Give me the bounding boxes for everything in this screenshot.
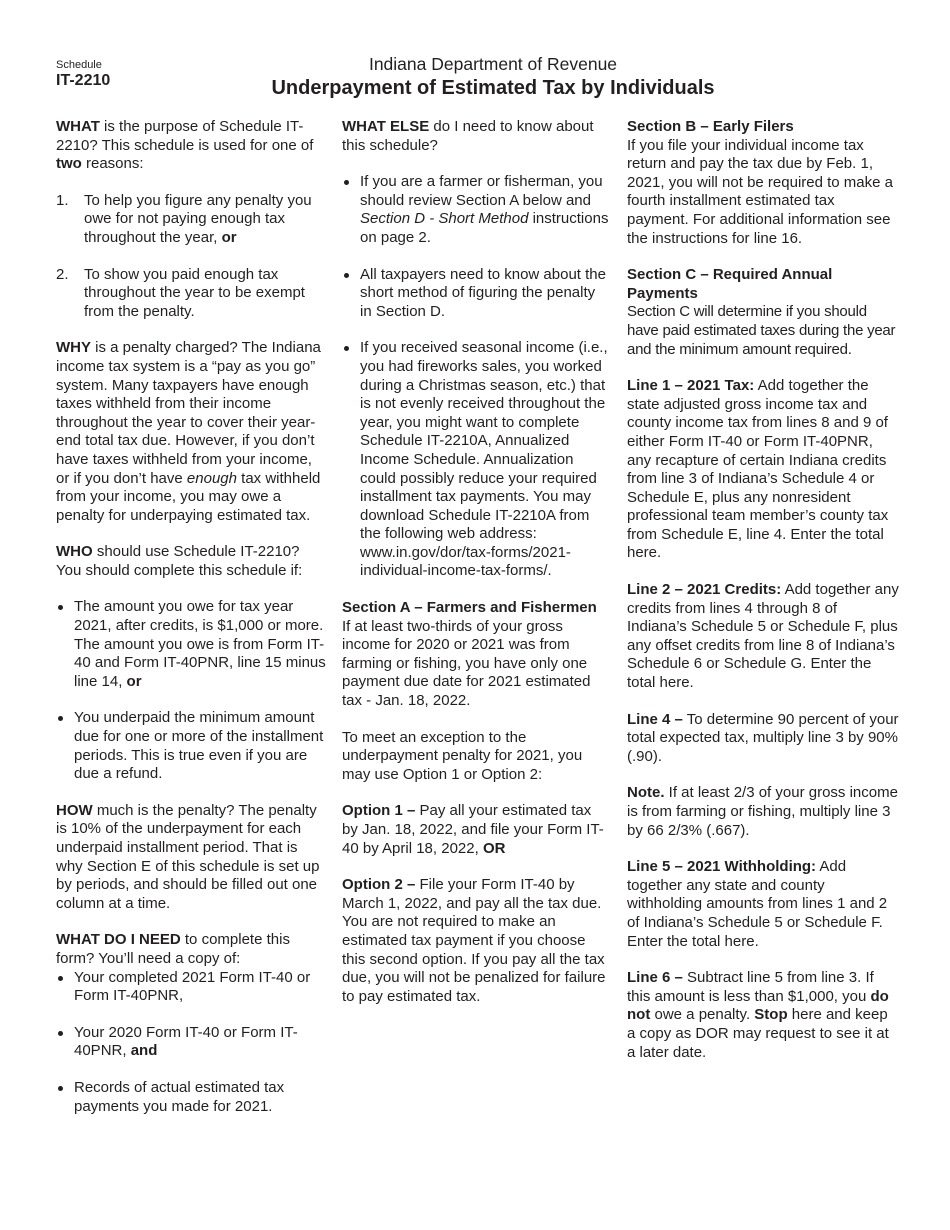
who-text: should use Schedule IT-2210? You should complete this schedule if: (56, 543, 303, 579)
exception-paragraph: To meet an exception to the underpayment penalty for 2021, you may use Option 1 or Option 2: (342, 728, 583, 783)
line-6-text-mid: owe a penalty. (650, 1006, 755, 1024)
how-paragraph (56, 802, 326, 914)
line-6-text: Subtract line 5 from line 3. If this amount is less than $1,000, you (627, 969, 874, 1005)
line-5 (627, 858, 899, 951)
list-number: 1. (56, 191, 69, 209)
option-2-text: File your Form IT-40 by March 1, 2022, and pay all the tax due. You are not required to make an estimated tax payment if you choose this second option. If you pay all the tax due, you will not be penalized for failure to pay estimated tax. (342, 876, 606, 1005)
what-else-text: do I need to know about this schedule? (342, 118, 594, 154)
what-text: is the purpose of Schedule IT-2210? This schedule is used for one of (56, 118, 314, 154)
list-italic: Section D - Short Method (360, 210, 529, 228)
list-item (56, 709, 326, 783)
what-else-list (342, 173, 610, 581)
section-a (342, 599, 610, 711)
who-list (56, 598, 326, 783)
why-italic: enough (186, 469, 237, 487)
line-4-lead: Line 4 – (627, 710, 683, 728)
column-3 (627, 118, 899, 1080)
list-text: Your completed 2021 Form IT-40 or Form IT-40PNR, (74, 968, 311, 1005)
section-b (627, 118, 899, 248)
line-2-lead: Line 2 – 2021 Credits: (627, 581, 782, 599)
agency-name: Indiana Department of Revenue (368, 54, 618, 74)
list-bold: and (130, 1042, 158, 1060)
line-6-lead: Line 6 – (627, 969, 683, 987)
list-text: Records of actual estimated tax payments you made for 2021. (74, 1078, 285, 1115)
column-1 (56, 118, 326, 1134)
line-1 (627, 377, 899, 563)
why-text-end: tax withheld from your income, you may owe a penalty for underpaying estimated tax. (56, 469, 321, 524)
line-6-stop: Stop (754, 1006, 788, 1024)
column-2 (342, 118, 610, 1024)
list-text: To help you figure any penalty you owe for not paying enough tax throughout the year, (84, 191, 312, 246)
line-6 (627, 969, 899, 1062)
section-b-text: If you file your individual income tax return and pay the tax due by Feb. 1, 2021, you will not be required to make a fourth installment estimated tax payment. For additional information see the instructions for line 16. (627, 136, 893, 247)
reasons-list (56, 192, 326, 322)
what-bold: two (56, 155, 82, 173)
list-text: Your 2020 Form IT-40 or Form IT-40PNR, (74, 1023, 298, 1060)
option-2 (342, 876, 610, 1006)
list-bold: or (221, 228, 237, 246)
line-1-lead: Line 1 – 2021 Tax: (627, 377, 755, 395)
schedule-label: Schedule (56, 59, 102, 71)
why-lead: WHY (56, 339, 91, 357)
what-paragraph (56, 118, 326, 174)
note (627, 784, 899, 840)
list-number: 2. (56, 265, 69, 283)
who-paragraph (56, 543, 326, 580)
why-text: is a penalty charged? The Indiana income tax system is a “pay as you go” system. Many taxpayers have enough taxes withheld from their income throughout the year to cover their year-end total tax due. However, if you don’t have taxes withheld from your income, or if you don’t have (56, 339, 321, 487)
list-text: All taxpayers need to know about the short method of figuring the penalty in Section D. (360, 265, 606, 320)
option-2-lead: Option 2 – (342, 876, 416, 894)
section-a-title: Section A – Farmers and Fishermen (342, 599, 597, 617)
list-item (56, 598, 326, 691)
line-5-lead: Line 5 – 2021 Withholding: (627, 858, 817, 876)
how-lead: HOW (56, 801, 93, 819)
what-text-end: reasons: (81, 155, 144, 173)
schedule-id: IT-2210 (56, 72, 111, 89)
list-item (56, 969, 326, 1006)
list-item (342, 173, 610, 247)
note-lead: Note. (627, 784, 665, 802)
list-item (56, 1024, 326, 1061)
list-item (342, 266, 610, 322)
line-6-text-end: here and keep a copy as DOR may request to see it at a later date. (627, 1006, 889, 1061)
what-lead: WHAT (56, 118, 100, 135)
list-text: The amount you owe for tax year 2021, after credits, is $1,000 or more. The amount you owe is from Form IT-40 and Form IT-40PNR, line 15 minus line 14, (74, 598, 326, 690)
what-else-lead: WHAT ELSE (342, 118, 430, 135)
section-c-text: Section C will determine if you should have paid estimated taxes during the year and the minimum amount required. (627, 303, 896, 358)
section-c (627, 266, 899, 359)
line-4-text: To determine 90 percent of your total expected tax, multiply line 3 by 90% (.90). (627, 710, 899, 765)
option-1 (342, 802, 610, 858)
list-item (56, 1079, 326, 1116)
how-text: much is the penalty? The penalty is 10% of the underpayment for each underpaid installment period. That is why Section E of this schedule is set up by periods, and should be filled out one column at a time. (56, 801, 320, 912)
note-text: If at least 2/3 of your gross income is from farming or fishing, multiply line 3 by 66 2/3% (.667). (627, 784, 898, 839)
need-text: to complete this form? You’ll need a copy of: (56, 931, 290, 967)
line-5-text: Add together any state and county withholding amounts from lines 1 and 2 of Indiana’s Schedule 5 or Schedule F. Enter the total here. (627, 858, 888, 950)
line-4 (627, 711, 899, 767)
line-2 (627, 581, 899, 693)
section-c-title: Section C – Required Annual Payments (627, 266, 833, 302)
need-paragraph (56, 931, 326, 968)
line-2-text: Add together any credits from lines 4 through 8 of Indiana’s Schedule 5 or Schedule F, plus any offset credits from line 8 of Indiana’s Schedule 6 or Schedule G. Enter the total here. (627, 581, 899, 692)
line-6-bold: do not (627, 987, 889, 1024)
list-text: If you are a farmer or fisherman, you should review Section A below and (360, 173, 603, 209)
why-paragraph (56, 339, 326, 525)
section-a-text: If at least two-thirds of your gross income for 2020 or 2021 was from farming or fishing, you have only one payment due date for 2021 estimated tax - Jan. 18, 2022. (342, 617, 591, 710)
page-title: Underpayment of Estimated Tax by Individuals (271, 77, 715, 99)
list-text: To show you paid enough tax throughout the year to be exempt from the penalty. (84, 265, 305, 320)
list-text: You underpaid the minimum amount due for one or more of the installment periods. This is true even if you are due a refund. (74, 709, 324, 783)
option-1-lead: Option 1 – (342, 802, 416, 820)
list-bold: or (126, 672, 142, 690)
need-lead: WHAT DO I NEED (56, 931, 181, 949)
need-list (56, 969, 326, 1117)
list-item (56, 266, 326, 322)
list-item (342, 339, 610, 581)
list-text-end: instructions on page 2. (360, 210, 609, 246)
option-1-bold: OR (482, 839, 506, 857)
list-text: If you received seasonal income (i.e., you had fireworks sales, you worked during a Christmas season, etc.) that is not evenly received throughout the year, you might want to complete Schedule IT-2210A, Annualized Income Schedule. Annualization could possibly reduce your required installment tax payments. You may download Schedule IT-2210A from the following web address: www.in.gov/dor/tax-forms/2021-individual-income-tax-forms/. (360, 339, 608, 580)
what-else-paragraph (342, 118, 610, 155)
section-b-title: Section B – Early Filers (627, 118, 794, 135)
who-lead: WHO (56, 543, 93, 561)
line-1-text: Add together the state adjusted gross income tax and county income tax from lines 8 and 9 of either Form IT-40 or Form IT-40PNR, any recapture of certain Indiana credits from line 3 of Indiana’s Schedule 4 or Schedule E, plus any nonresident professional team member’s county tax from Schedule E, line 4. Enter the total here. (627, 377, 889, 562)
option-1-text: Pay all your estimated tax by Jan. 18, 2022, and file your Form IT-40 by April 18, 2022, (342, 802, 604, 857)
list-item (56, 192, 326, 248)
